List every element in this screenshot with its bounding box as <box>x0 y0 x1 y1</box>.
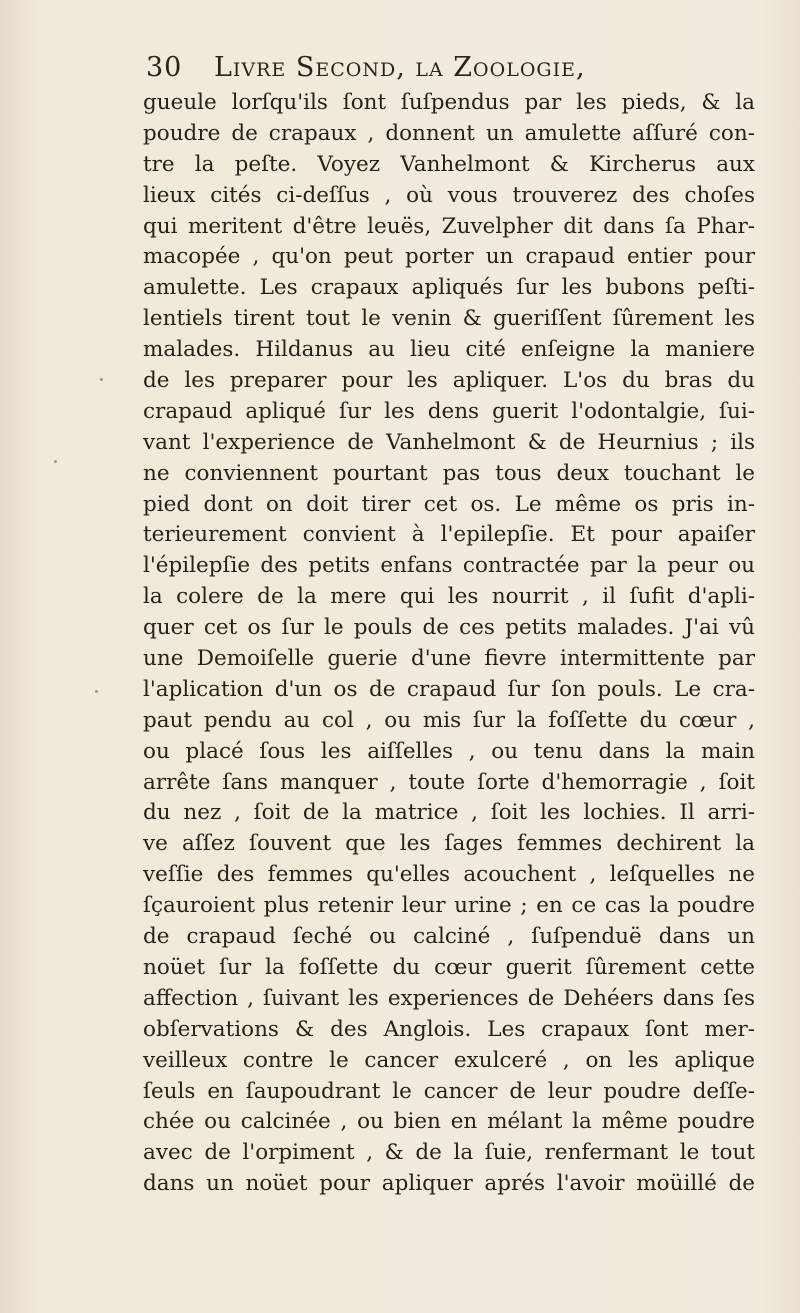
text-line: quer cet os ſur le pouls de ces petits malades. J'ai vû <box>143 615 755 641</box>
page-number: 30 <box>146 52 183 83</box>
running-head <box>146 52 746 83</box>
text-line: la colere de la mere qui les nourrit , il ſufit d'apli- <box>143 584 755 610</box>
text-line: gueule lorſqu'ils ſont ſuſpendus par les pieds, & la <box>143 90 755 115</box>
text-line: lieux cités ci-deſſus , où vous trouverez des choſes <box>143 182 755 208</box>
text-line: ou placé ſous les aiſſelles , ou tenu dans la main <box>143 738 755 764</box>
text-line: poudre de crapaux , donnent un amulette aſſuré con- <box>143 120 755 146</box>
text-line: vant l'experience de Vanhelmont & de Heurnius ; ils <box>143 429 755 455</box>
text-line: lentiels tirent tout le venin & gueriſſent ſûrement les <box>143 306 755 332</box>
text-line: affection , ſuivant les experiences de Dehéers dans ſes <box>143 985 755 1011</box>
text-line: veſſie des femmes qu'elles acouchent , leſquelles ne <box>143 862 755 888</box>
text-line: chée ou calcinée , ou bien en mélant la même poudre <box>143 1109 755 1135</box>
text-line: ſeuls en ſaupoudrant le cancer de leur poudre deſſe- <box>143 1078 755 1104</box>
text-line: noüet ſur la foſſette du cœur guerit ſûrement cette <box>143 954 755 980</box>
text-line: ve aſſez ſouvent que les ſages femmes dechirent la <box>143 831 755 857</box>
text-line: crapaud apliqué ſur les dens guerit l'odontalgie, ſui- <box>143 398 755 424</box>
text-line: l'aplication d'un os de crapaud ſur ſon pouls. Le cra- <box>143 676 755 702</box>
text-line: ſçauroient plus retenir leur urine ; en ce cas la poudre <box>143 893 755 919</box>
text-line: pied dont on doit tirer cet os. Le même os pris in- <box>143 491 755 517</box>
text-line: de crapaud ſeché ou calciné , ſuſpenduë dans un <box>143 924 755 950</box>
text-line: amulette. Les crapaux apliqués ſur les bubons peſti- <box>143 275 755 301</box>
text-line: avec de l'orpiment , & de la ſuie, renfermant le tout <box>143 1140 755 1166</box>
text-line: obſervations & des Anglois. Les crapaux ſont mer- <box>143 1016 755 1042</box>
running-title: Livre Second, la Zoologie, <box>213 52 586 83</box>
text-line: l'épilepſie des petits enfans contractée par la peur ou <box>143 553 755 579</box>
text-line: de les preparer pour les apliquer. L'os du bras du <box>143 368 755 394</box>
margin-speck <box>95 690 98 693</box>
text-line: veilleux contre le cancer exulceré , on les aplique <box>143 1047 755 1073</box>
text-line: arrête ſans manquer , toute ſorte d'hemorragie , ſoit <box>143 769 755 795</box>
text-line: une Demoiſelle guerie d'une fievre intermittente par <box>143 646 755 672</box>
text-line: du nez , ſoit de la matrice , ſoit les lochies. Il arri- <box>143 800 755 826</box>
text-line: malades. Hildanus au lieu cité enſeigne la maniere <box>143 337 755 363</box>
text-line: paut pendu au col , ou mis ſur la foſſette du cœur , <box>143 707 755 733</box>
margin-speck <box>100 378 103 381</box>
text-line: tre la peſte. Voyez Vanhelmont & Kircherus aux <box>143 151 755 177</box>
text-line: terieurement convient à l'epilepſie. Et pour apaiſer <box>143 522 755 548</box>
body-text <box>143 88 755 1200</box>
text-line: dans un noüet pour apliquer aprés l'avoir moüillé de <box>143 1171 755 1197</box>
text-line: ne conviennent pourtant pas tous deux touchant le <box>143 460 755 486</box>
text-line: qui meritent d'être leuës, Zuvelpher dit dans ſa Phar- <box>143 213 755 239</box>
margin-speck <box>54 460 57 463</box>
text-line: macopée , qu'on peut porter un crapaud entier pour <box>143 244 755 270</box>
